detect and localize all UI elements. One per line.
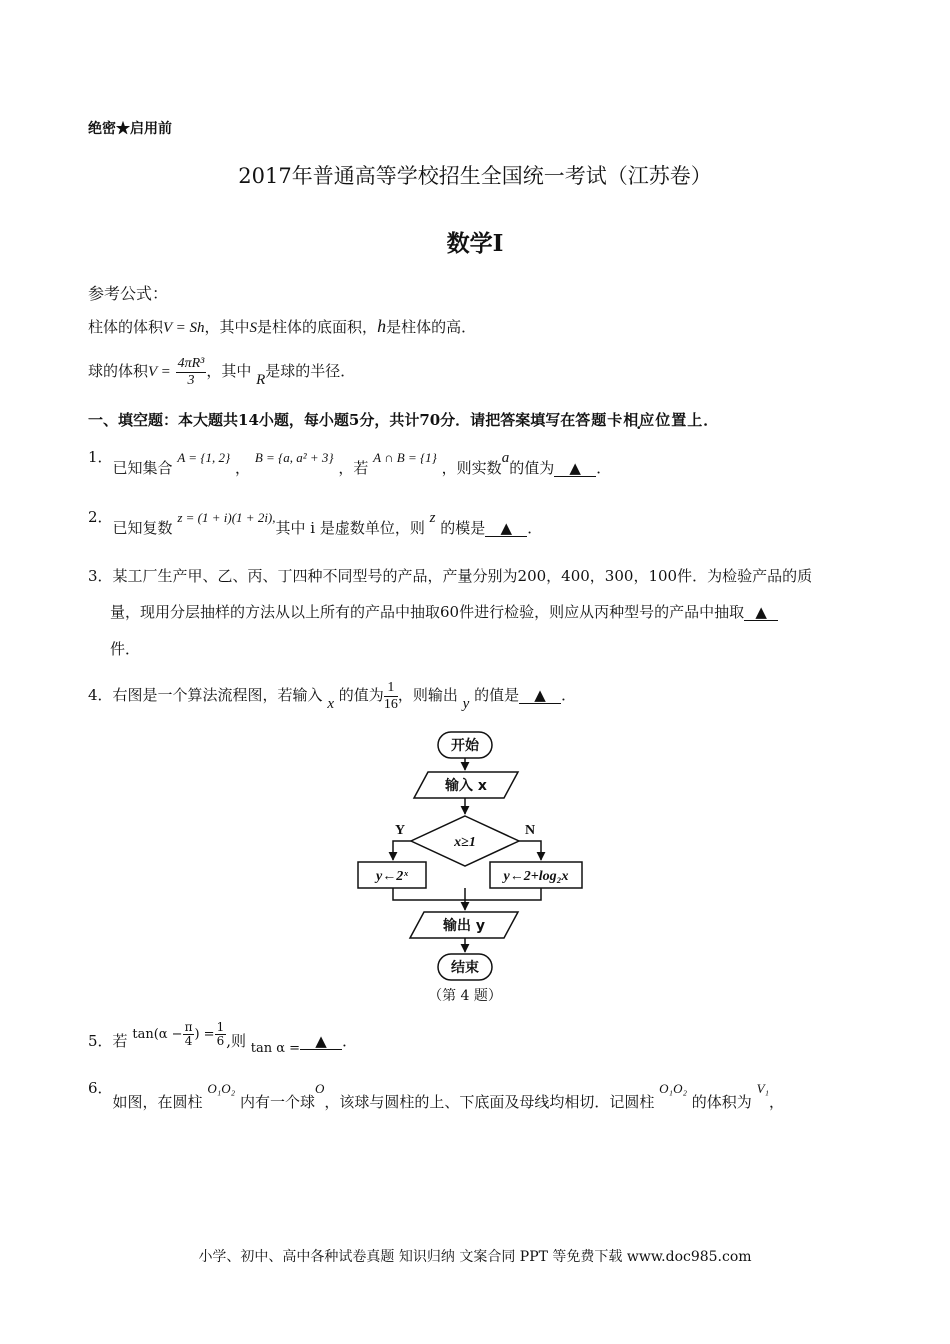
question-number: 3． <box>88 567 113 585</box>
question-text: ，若 <box>338 459 369 477</box>
flowchart-right-box-label: y←2+log₂x <box>503 869 569 884</box>
answer-blank: ▲ <box>519 687 561 704</box>
flowchart-input-label: 输入 x <box>445 778 487 794</box>
formula-math: V = <box>148 364 171 380</box>
formula-text: ，其中 <box>204 318 250 336</box>
question-text: 如图，在圆柱 <box>112 1093 203 1111</box>
math-expr: B = {a, a² + 3} <box>254 450 334 465</box>
question-text: 的值是 <box>474 686 520 704</box>
question-text: ，则输出 <box>397 686 458 704</box>
math-expr: O₁O₂ <box>659 1081 687 1096</box>
question-text: 的模是 <box>440 519 486 537</box>
fraction-denominator: 16 <box>383 696 398 712</box>
math-var: z <box>429 510 436 526</box>
question-text: 的值为 <box>338 686 384 704</box>
question-text: ，该球与圆柱的上、下底面及母线均相切．记圆柱 <box>324 1093 655 1111</box>
question-text: 其中 i 是虚数单位，则 <box>275 519 425 537</box>
flowchart-arrow <box>519 841 541 860</box>
question-number: 6． <box>88 1079 113 1097</box>
sphere-fraction <box>176 356 207 388</box>
formulas-heading: 参考公式： <box>88 284 169 303</box>
page-title: 2017年普通高等学校招生全国统一考试（江苏卷） <box>238 164 712 188</box>
section-title-emphasis: 答题卡相应位置上 · <box>575 409 703 430</box>
math-expr: O₁O₂ <box>207 1081 236 1096</box>
formula-math: h <box>377 316 387 336</box>
tan-expression <box>132 1019 226 1048</box>
answer-blank: ▲ <box>744 604 778 621</box>
fraction-numerator: 1 <box>216 1019 225 1034</box>
question-text: ． <box>527 519 543 537</box>
fraction-denominator: 6 <box>216 1034 225 1048</box>
math-expr: z = (1 + i)(1 + 2i), <box>177 510 276 525</box>
question-text: 的值为 <box>509 459 555 477</box>
question-5 <box>88 1018 357 1064</box>
flowchart-caption: （第 4 题） <box>428 988 502 1004</box>
question-text: 的体积为 <box>691 1093 752 1111</box>
question-text: 某工厂生产甲、乙、丙、丁四种不同型号的产品，产量分别为200，400，300，100件．为检验产品的质 <box>112 567 813 585</box>
page-footer: 小学、初中、高中各种试卷真题 知识归纳 文案合同 PPT 等免费下载 www.doc985.com <box>198 1249 752 1265</box>
fraction-numerator: 1 <box>384 680 398 696</box>
formula-math: S <box>249 320 258 336</box>
q4-fraction <box>384 680 398 712</box>
question-text: 已知集合 <box>112 459 173 477</box>
question-3-line2 <box>110 601 778 622</box>
flowchart-arrow <box>393 841 411 860</box>
formula-math: V = Sh <box>163 320 205 336</box>
pi-fraction <box>183 1021 195 1048</box>
flowchart-yes-label: Y <box>394 823 406 838</box>
flowchart-no-label: N <box>524 823 536 838</box>
section-title-text: 一、填空题：本大题共14小题，每小题5分，共计70分．请把答案填写在 <box>88 411 576 429</box>
flowchart-merge-line <box>393 888 541 900</box>
question-6 <box>88 1077 784 1113</box>
question-text: ， <box>235 459 251 477</box>
question-3 <box>88 565 812 586</box>
question-number: 1． <box>88 448 113 466</box>
question-text: 内有一个球 <box>239 1093 315 1111</box>
flowchart <box>340 728 600 1010</box>
subject-title: 数学Ⅰ <box>446 230 504 257</box>
ratio-fraction <box>215 1021 227 1048</box>
question-text: ，则实数 <box>441 459 502 477</box>
math-expr: A = {1, 2} <box>177 450 231 465</box>
answer-blank: ▲ <box>485 520 527 537</box>
flowchart-left-box-label: y←2ˣ <box>376 869 408 884</box>
secret-label: 绝密★启用前 <box>88 121 172 137</box>
question-4 <box>88 672 576 718</box>
question-1 <box>88 446 611 482</box>
fraction-denominator: 4 <box>184 1034 193 1048</box>
question-text: ． <box>342 1032 358 1050</box>
math-var: V₁ <box>756 1081 770 1096</box>
math-expr: A ∩ B = {1} <box>373 450 437 465</box>
question-text: 若 <box>112 1032 128 1050</box>
fraction-numerator: π <box>184 1019 193 1034</box>
question-2 <box>88 506 542 542</box>
formula-math: R <box>256 372 266 388</box>
math-var: x <box>327 696 335 712</box>
math-var: y <box>462 696 470 712</box>
fraction-numerator: 4πR³ <box>177 356 205 372</box>
question-text: ． <box>596 459 612 477</box>
formula-text: 球的体积 <box>88 362 149 380</box>
formula-text: 是球的半径． <box>265 362 356 380</box>
formula-text: ，其中 <box>206 362 252 380</box>
flowchart-cond-label: x≥1 <box>454 835 476 850</box>
math-expr: tan(α − <box>132 1027 183 1042</box>
flowchart-output-label: 输出 y <box>443 918 485 934</box>
question-3-line3: 件． <box>110 640 141 658</box>
flowchart-end-label: 结束 <box>451 960 479 976</box>
question-text: 右图是一个算法流程图，若输入 <box>112 686 323 704</box>
answer-blank: ▲ <box>554 460 596 477</box>
flowchart-start-label: 开始 <box>451 738 479 754</box>
fraction-denominator: 3 <box>187 372 195 388</box>
section-title-text: ． <box>703 411 719 429</box>
question-text: ,则 <box>226 1032 246 1050</box>
formula-text: 是柱体的底面积， <box>257 318 378 336</box>
question-number: 4． <box>88 686 113 704</box>
question-text: ． <box>561 686 577 704</box>
section-title <box>88 409 718 430</box>
question-text: ， <box>769 1093 785 1111</box>
answer-blank: ▲ <box>300 1033 342 1050</box>
formula-text: 柱体的体积 <box>88 318 164 336</box>
math-var: a <box>501 450 510 466</box>
formula-cylinder <box>88 316 476 337</box>
question-number: 5． <box>88 1032 113 1050</box>
formula-text: 是柱体的高． <box>386 318 477 336</box>
question-text: 已知复数 <box>112 519 173 537</box>
question-number: 2． <box>88 508 113 526</box>
math-var: O <box>314 1081 325 1096</box>
math-expr: ) = <box>194 1027 215 1042</box>
math-expr: tan α = <box>250 1041 301 1056</box>
formula-sphere <box>88 348 355 394</box>
question-text: 量，现用分层抽样的方法从以上所有的产品中抽取60件进行检验，则应从丙种型号的产品中抽取 <box>110 603 745 621</box>
